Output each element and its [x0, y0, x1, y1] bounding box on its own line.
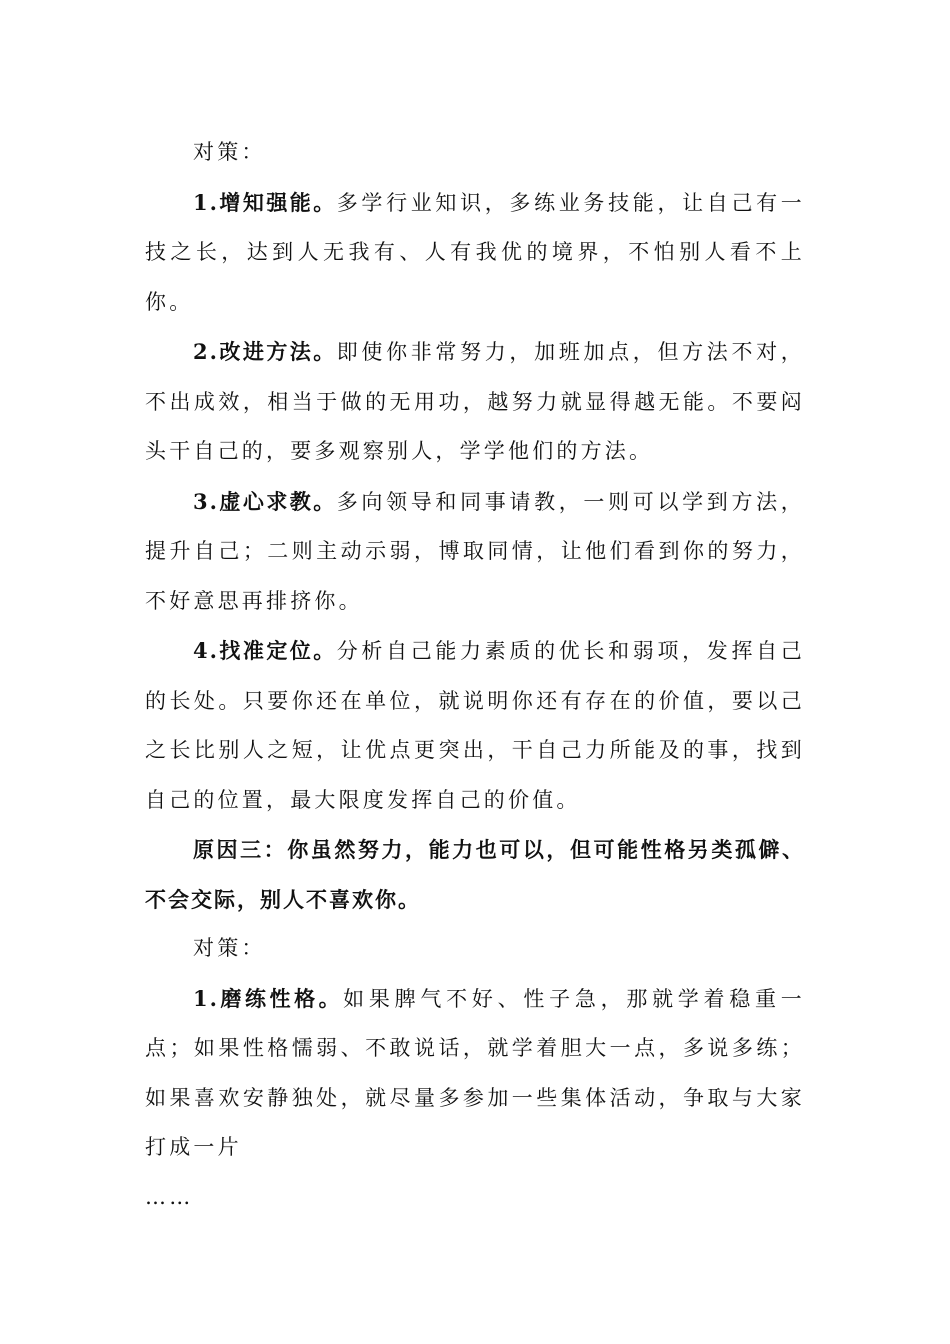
paragraph-item-1 [145, 178, 805, 328]
reason-three-text: 原因三：你虽然努力，能力也可以，但可能性格另类孤僻、不会交际，别人不喜欢你。 [145, 837, 805, 912]
item-3-title: 3.虚心求教。 [193, 488, 337, 514]
paragraph-item-4 [145, 626, 805, 825]
paragraph-item-3 [145, 477, 805, 627]
item-4-body: 分析自己能力素质的优长和弱项，发挥自己的长处。只要你还在单位，就说明你还有存在的价值，要以己之长比别人之短，让优点更突出，干自己力所能及的事，找到自己的位置，最大限度发挥自己的价值。 [145, 639, 805, 812]
paragraph-item-2 [145, 327, 805, 477]
ellipsis-text: …… [145, 1184, 194, 1209]
item-4-title: 4.找准定位。 [193, 638, 337, 663]
countermeasure-label [145, 128, 805, 178]
countermeasure-label-2-text: 对策： [193, 936, 266, 960]
item-3-body: 多向领导和同事请教，一则可以学到方法，提升自己；二则主动示弱，博取同情，让他们看到你的努力，不好意思再排挤你。 [145, 489, 805, 613]
paragraph-item-5 [145, 974, 805, 1173]
item-5-body: 如果脾气不好、性子急，那就学着稳重一点；如果性格懦弱、不敢说话，就学着胆大一点，多说多练；如果喜欢安静独处，就尽量多参加一些集体活动，争取与大家打成一片 [145, 986, 805, 1159]
document-page [145, 128, 805, 1222]
item-5-title: 1.磨练性格。 [193, 985, 344, 1011]
item-1-title: 1.增知强能。 [193, 189, 337, 215]
reason-three-heading [145, 825, 805, 924]
ellipsis-line [145, 1173, 805, 1223]
item-2-title: 2.改进方法。 [193, 339, 337, 364]
item-2-body: 即使你非常努力，加班加点，但方法不对，不出成效，相当于做的无用功，越努力就显得越无能。不要闷头干自己的，要多观察别人，学学他们的方法。 [145, 340, 805, 463]
countermeasure-label-text: 对策： [193, 140, 266, 164]
item-1-body: 多学行业知识，多练业务技能，让自己有一技之长，达到人无我有、人有我优的境界，不怕别人看不上你。 [145, 190, 805, 314]
countermeasure-label-2 [145, 924, 805, 974]
